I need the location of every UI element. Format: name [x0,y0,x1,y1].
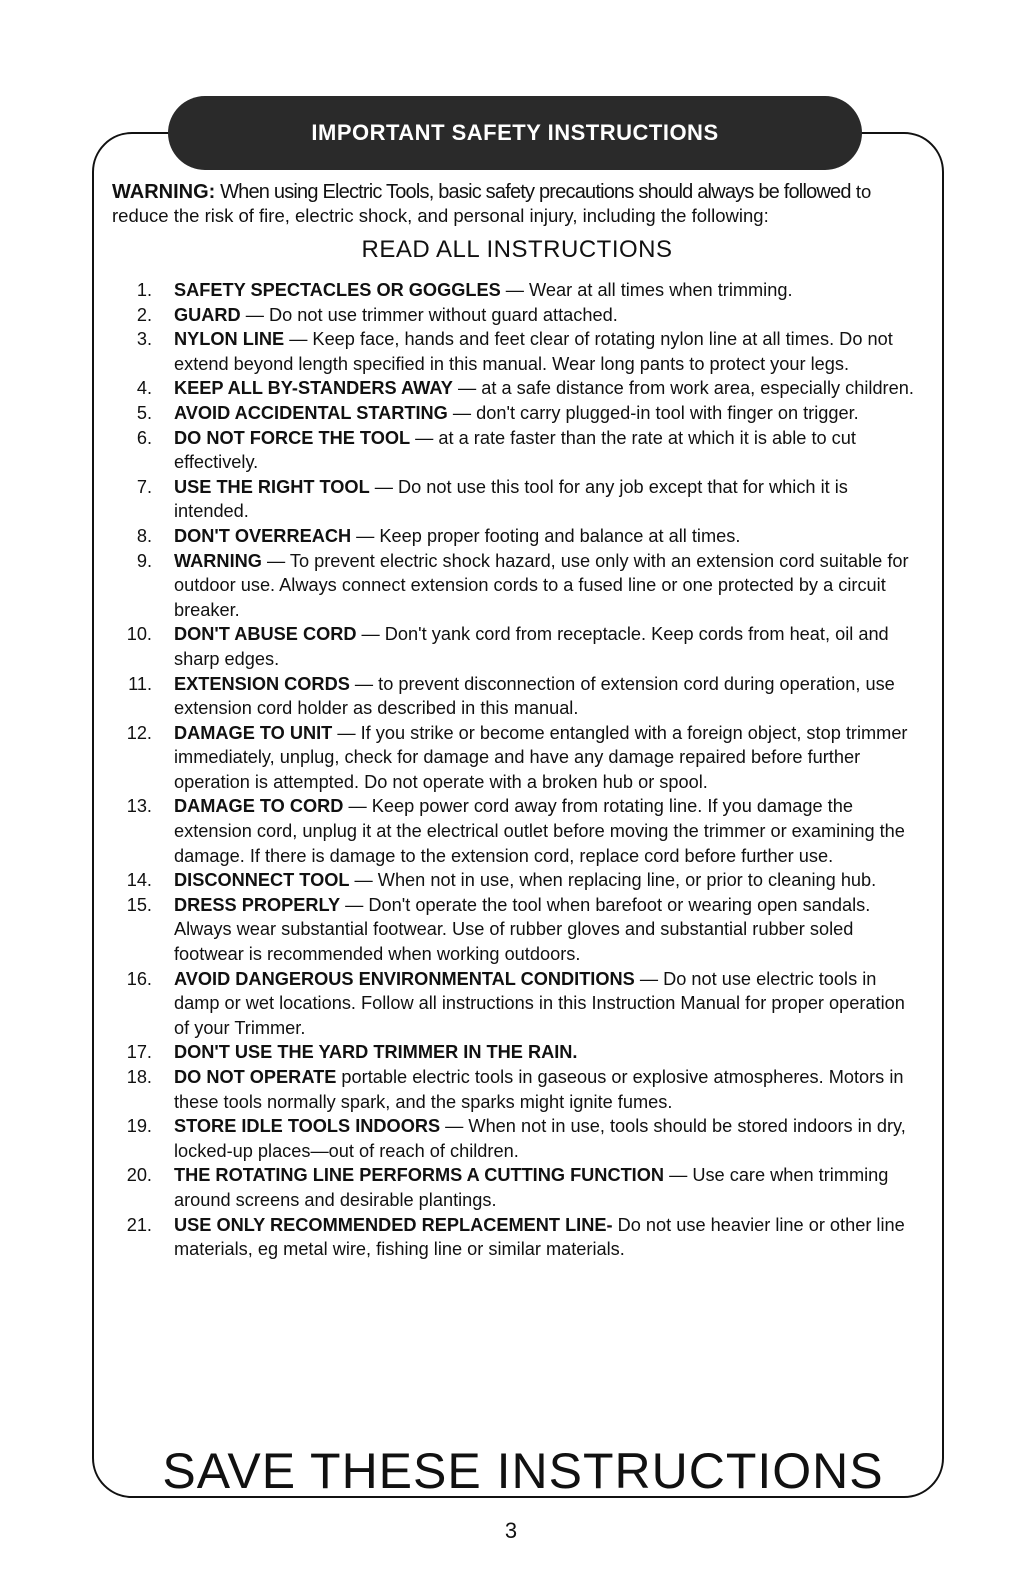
item-number: 7. [136,476,152,497]
instruction-item [112,278,924,303]
instruction-item [112,721,924,795]
item-heading: USE ONLY RECOMMENDED REPLACEMENT LINE- [174,1214,613,1235]
read-all-heading: READ ALL INSTRUCTIONS [361,236,673,263]
instruction-item [112,327,924,376]
item-heading: WARNING [174,550,262,571]
item-number: 2. [136,304,152,325]
item-text: Do not use heavier line or other line materials, eg metal wire, fishing line or similar materials. [174,1214,905,1260]
banner-title: IMPORTANT SAFETY INSTRUCTIONS [311,120,719,145]
item-number: 11. [128,673,152,694]
instruction-item [112,622,924,671]
item-text: — Keep face, hands and feet clear of rotating nylon line at all times. Do not extend beyond length specified in this manual. Wear long pants to protect your legs. [174,329,893,374]
item-heading: DO NOT FORCE THE TOOL [174,427,411,448]
item-number: 9. [136,550,152,571]
item-text: — to prevent disconnection of extension cord during operation, use extension cord holder as described in this manual. [174,673,895,719]
item-heading: STORE IDLE TOOLS INDOORS [174,1116,441,1137]
warning-label: WARNING: [112,181,216,203]
item-number: 14. [126,870,152,891]
instruction-item [112,1040,924,1065]
warning-text-condensed: When using Electric Tools, basic safety precautions should always be followed [215,181,851,203]
item-heading: EXTENSION CORDS [174,673,350,694]
item-number: 21. [126,1214,152,1235]
item-text: — When not in use, when replacing line, or prior to cleaning hub. [349,870,877,891]
instruction-item [112,1163,924,1212]
item-text: portable electric tools in gaseous or explosive atmospheres. Motors in these tools normally spark, and the sparks might ignite fumes. [174,1067,904,1112]
item-number: 17. [126,1042,152,1063]
instruction-item [112,524,924,549]
item-heading: DRESS PROPERLY [174,894,341,915]
item-heading: DAMAGE TO CORD [174,796,344,817]
item-heading: AVOID DANGEROUS ENVIRONMENTAL CONDITIONS [174,968,635,989]
instruction-item [112,549,924,623]
item-text: — Do not use trimmer without guard attached. [240,304,618,325]
item-number: 15. [126,894,152,915]
item-number: 4. [136,378,152,399]
warning-paragraph [112,180,922,227]
item-number: 8. [136,525,152,546]
instruction-item [112,426,924,475]
item-heading: DON'T ABUSE CORD [174,624,357,645]
item-number: 5. [136,402,152,423]
item-text: — at a safe distance from work area, especially children. [452,378,914,399]
item-number: 1. [136,280,152,300]
item-heading: USE THE RIGHT TOOL [174,476,370,497]
item-text: — Do not use this tool for any job except that for which it is intended. [174,476,848,522]
instruction-item [112,475,924,524]
instruction-item [112,1065,924,1114]
item-heading: GUARD [174,304,241,325]
item-text: — To prevent electric shock hazard, use only with an extension cord suitable for outdoor use. Always connect extension cords to a fused line or one protected by a circuit breaker. [174,550,909,620]
item-number: 18. [126,1067,152,1087]
item-heading: DISCONNECT TOOL [174,870,350,891]
item-text: — Don't operate the tool when barefoot or wearing open sandals. Always wear substantial footwear. Use of rubber gloves and substantial rubber soled footwear is recommended when working outdoors. [174,894,871,965]
instruction-item [112,672,924,721]
item-heading: DO NOT OPERATE [174,1067,337,1087]
item-number: 16. [126,968,152,989]
warning-text-rest: to reduce the risk of fire, electric shock, and personal injury, including the following: [112,181,872,226]
item-text: — don't carry plugged-in tool with finger on trigger. [447,402,859,423]
item-number: 3. [136,329,152,350]
instruction-list [112,278,924,1262]
instruction-item [112,893,924,967]
item-heading: KEEP ALL BY-STANDERS AWAY [174,378,453,399]
page-number: 3 [504,1518,518,1543]
instruction-item [112,1213,924,1262]
item-number: 20. [126,1165,152,1186]
item-text: — If you strike or become entangled with a foreign object, stop trimmer immediately, unplug, check for damage and have any damage repaired before further operation is attempted. Do not operate with a broken hub or spool. [174,722,908,792]
item-heading: DON'T USE THE YARD TRIMMER IN THE RAIN. [174,1042,578,1063]
instruction-item [112,794,924,868]
item-heading: DAMAGE TO UNIT [174,722,333,743]
instruction-item [112,401,924,426]
item-text: — Don't yank cord from receptacle. Keep cords from heat, oil and sharp edges. [174,624,889,669]
instruction-item [112,967,924,1041]
item-text: — at a rate faster than the rate at which it is able to cut effectively. [174,427,856,473]
item-text: — Keep proper footing and balance at all times. [351,525,741,546]
item-text: — Do not use electric tools in damp or wet locations. Follow all instructions in this Instruction Manual for proper operation of your Trimmer. [174,968,905,1038]
item-text: — When not in use, tools should be stored indoors in dry, locked-up places—out of reach of children. [174,1116,906,1161]
item-number: 6. [136,427,152,448]
item-text: — Keep power cord away from rotating line. If you damage the extension cord, unplug it at the electrical outlet before moving the trimmer or examining the damage. If there is damage to the extension cord, replace cord before further use. [174,796,905,866]
instruction-item [112,376,924,401]
instruction-item [112,868,924,893]
instruction-item [112,303,924,328]
item-number: 13. [126,796,152,817]
item-heading: THE ROTATING LINE PERFORMS A CUTTING FUNCTION [174,1165,665,1186]
save-instructions-heading: SAVE THESE INSTRUCTIONS [162,1443,884,1499]
item-text: — Use care when trimming around screens and desirable plantings. [174,1165,889,1210]
item-number: 10. [126,624,152,645]
item-heading: NYLON LINE [174,329,285,350]
item-text: — Wear at all times when trimming. [500,280,793,300]
item-number: 19. [126,1116,152,1137]
instruction-item [112,1114,924,1163]
item-number: 12. [126,722,152,743]
item-heading: SAFETY SPECTACLES OR GOGGLES [174,280,501,300]
item-heading: DON'T OVERREACH [174,525,352,546]
title-banner [168,96,862,170]
item-heading: AVOID ACCIDENTAL STARTING [174,402,448,423]
